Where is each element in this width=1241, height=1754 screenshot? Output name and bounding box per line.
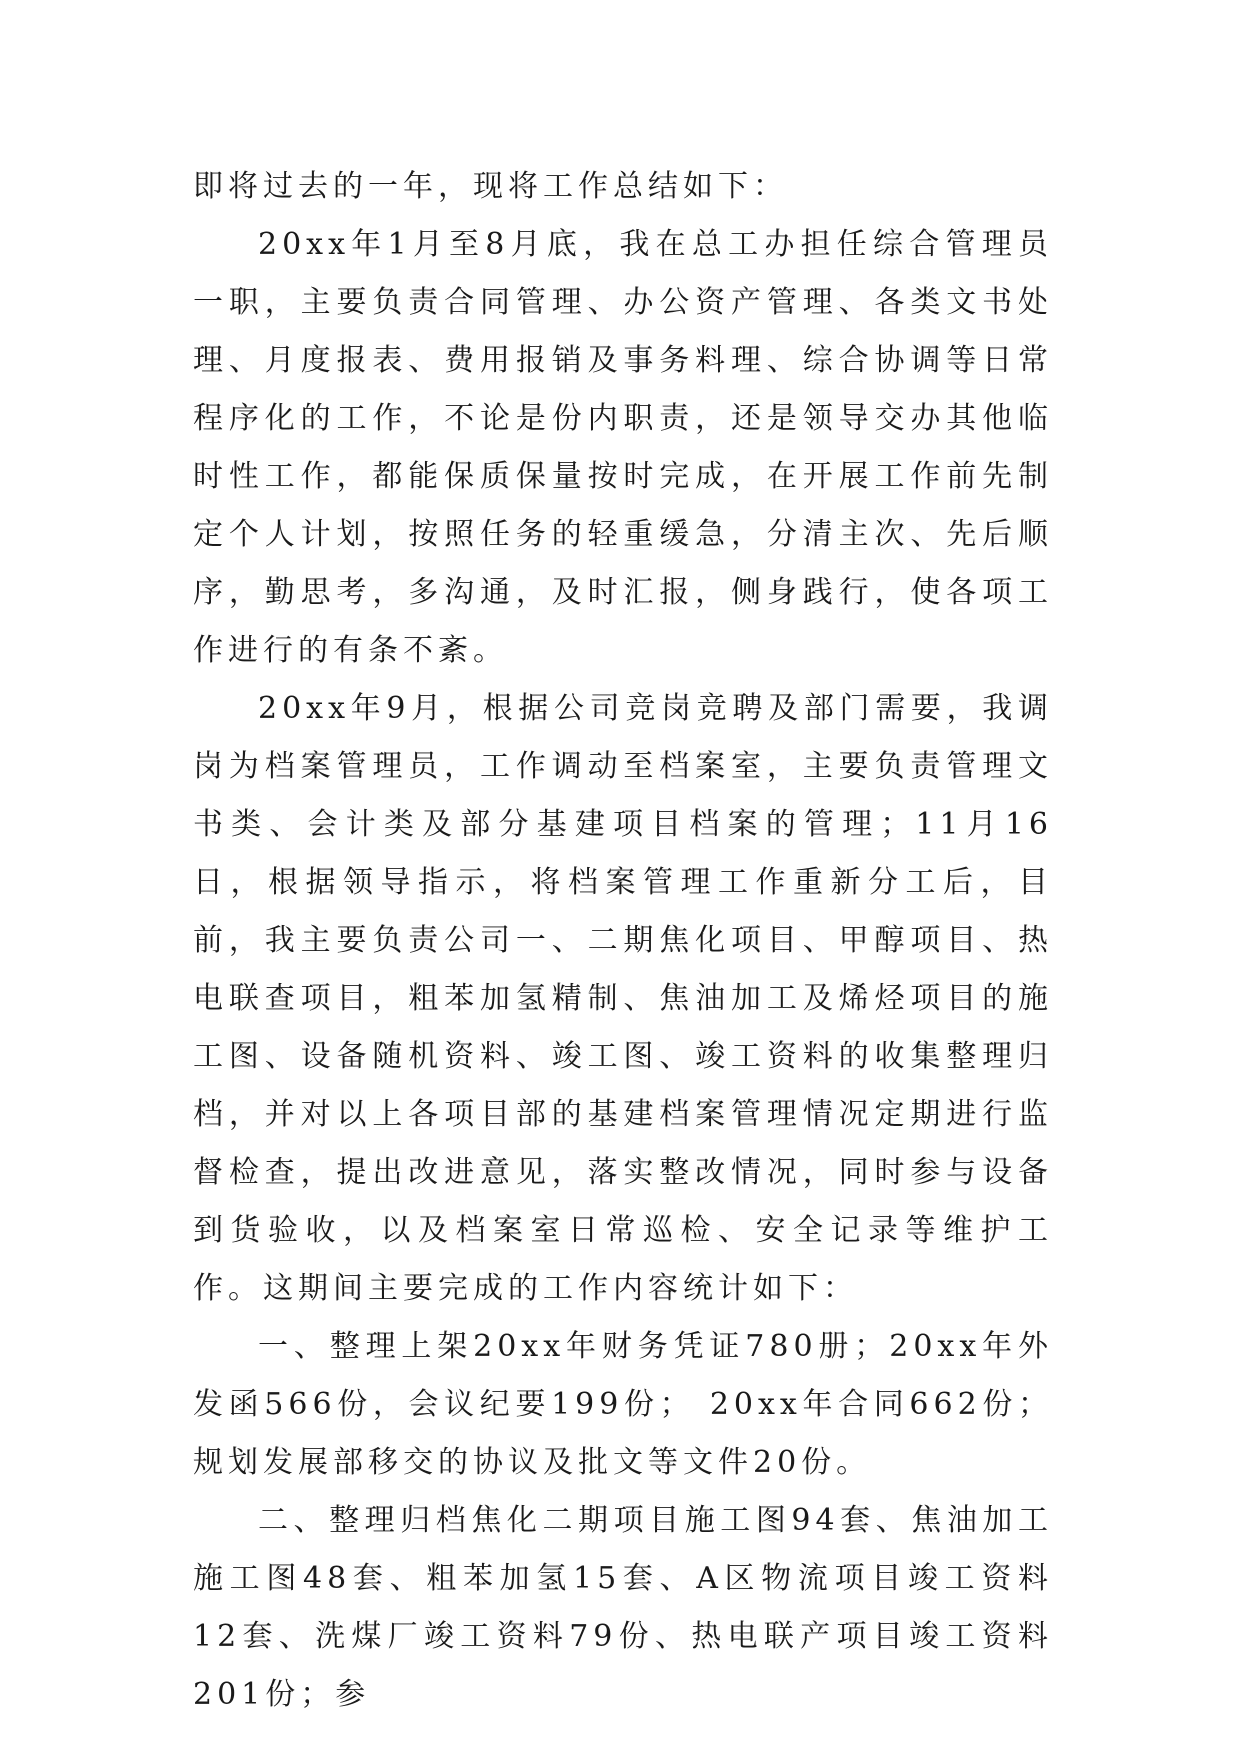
paragraph-item-one: 一、整理上架20xx年财务凭证780册；20xx年外发函566份，会议纪要199份； 20xx年合同662份；规划发展部移交的协议及批文等文件20份。 [193, 1329, 1053, 1480]
paragraph-september: 20xx年9月，根据公司竞岗竞聘及部门需要，我调岗为档案管理员，工作调动至档案室，主要负责管理文书类、会计类及部分基建项目档案的管理；11月16日，根据领导指示，将档案管理工作重新分工后，目前，我主要负责公司一、二期焦化项目、甲醇项目、热电联查项目，粗苯加氢精制、焦油加工及烯烃项目的施工图、设备随机资料、竣工图、竣工资料的收集整理归档，并对以上各项目部的基建档案管理情况定期进行监督检查，提出改进意见，落实整改情况，同时参与设备到货验收，以及档案室日常巡检、安全记录等维护工作。这期间主要完成的工作内容统计如下： [193, 691, 1053, 1306]
paragraph-item-two: 二、整理归档焦化二期项目施工图94套、焦油加工施工图48套、粗苯加氢15套、A区物流项目竣工资料12套、洗煤厂竣工资料79份、热电联产项目竣工资料201份；参 [193, 1503, 1053, 1712]
paragraph-jan-aug: 20xx年1月至8月底，我在总工办担任综合管理员一职，主要负责合同管理、办公资产管理、各类文书处理、月度报表、费用报销及事务料理、综合协调等日常程序化的工作，不论是份内职责，还是领导交办其他临时性工作，都能保质保量按时完成，在开展工作前先制定个人计划，按照任务的轻重缓急，分清主次、先后顺序，勤思考，多沟通，及时汇报，侧身践行，使各项工作进行的有条不紊。 [193, 227, 1053, 668]
document-body [193, 158, 1053, 1724]
paragraph-intro: 即将过去的一年，现将工作总结如下： [193, 169, 788, 204]
